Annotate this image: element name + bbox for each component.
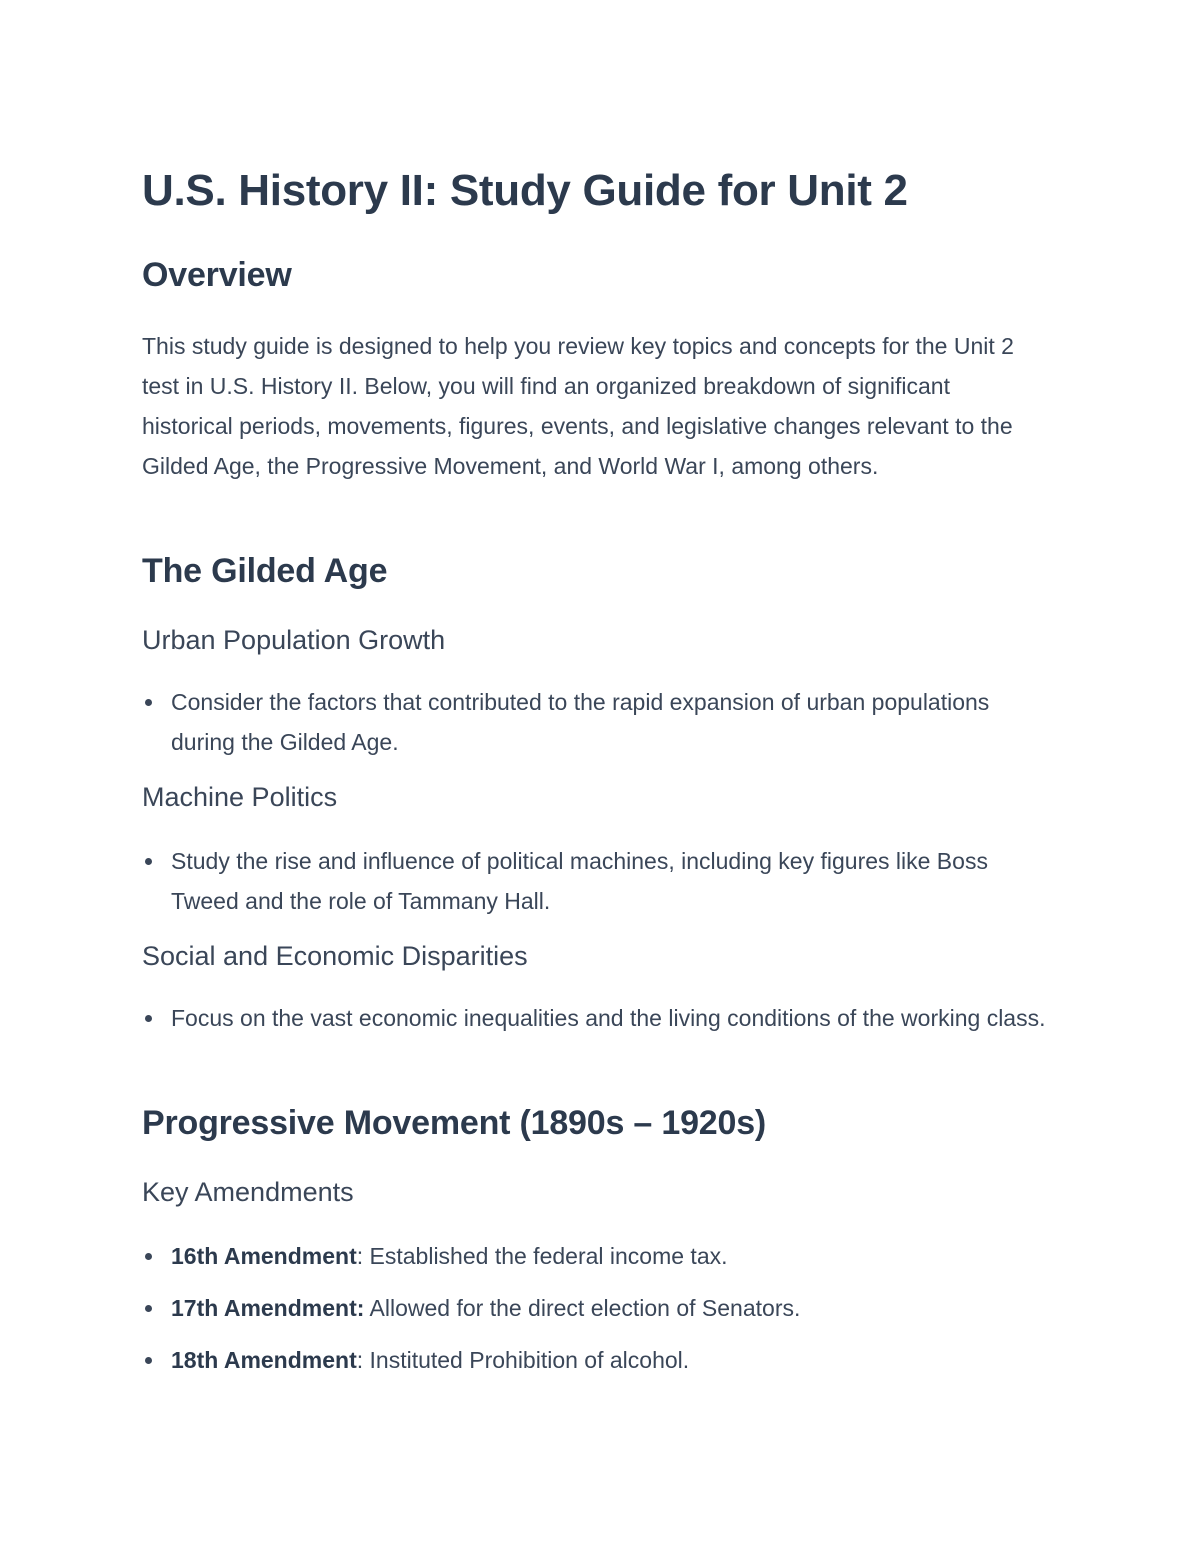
disparities-list (142, 998, 1052, 1038)
list-item (142, 1288, 1052, 1328)
list-item (142, 1340, 1052, 1380)
machine-politics-list (142, 841, 1052, 921)
urban-population-heading: Urban Population Growth (142, 625, 446, 655)
list-item (142, 1236, 1052, 1276)
disparities-heading: Social and Economic Disparities (142, 941, 528, 971)
bullet-dot-icon (145, 1253, 152, 1260)
amendments-list (142, 1236, 1052, 1392)
amendment-term: 18th Amendment (171, 1347, 357, 1373)
overview-paragraph: This study guide is designed to help you review key topics and concepts for the Unit 2 test in U.S. History II. Below, you will find an organized breakdown of significant historical periods, movements, figures, events, and legislative changes relevant to the Gilded Age, the Progressive Movement, and World War I, among others. (142, 333, 1014, 479)
list-item (142, 682, 1052, 762)
machine-politics-heading: Machine Politics (142, 782, 338, 812)
bullet-dot-icon (145, 1305, 152, 1312)
bullet-dot-icon (145, 1357, 152, 1364)
bullet-text: Focus on the vast economic inequalities and the living conditions of the working class. (171, 1005, 1046, 1031)
page-title: U.S. History II: Study Guide for Unit 2 (142, 166, 908, 215)
amendment-separator: : (356, 1347, 364, 1373)
bullet-dot-icon (145, 699, 152, 706)
bullet-text: Study the rise and influence of political machines, including key figures like Boss Tweed and the role of Tammany Hall. (171, 848, 988, 914)
amendment-text: Allowed for the direct election of Senators. (364, 1295, 801, 1321)
overview-heading: Overview (142, 256, 292, 294)
amendment-text: Instituted Prohibition of alcohol. (363, 1347, 690, 1373)
amendment-term: 17th Amendment (171, 1295, 357, 1321)
amendment-text: Established the federal income tax. (363, 1243, 728, 1269)
urban-population-list (142, 682, 1052, 762)
amendment-separator: : (356, 1295, 365, 1321)
key-amendments-heading: Key Amendments (142, 1177, 354, 1207)
bullet-text: Consider the factors that contributed to the rapid expansion of urban populations during the Gilded Age. (171, 689, 990, 755)
amendment-term: 16th Amendment (171, 1243, 357, 1269)
amendment-separator: : (356, 1243, 364, 1269)
list-item (142, 841, 1052, 921)
bullet-dot-icon (145, 858, 152, 865)
progressive-heading: Progressive Movement (1890s – 1920s) (142, 1104, 767, 1142)
list-item (142, 998, 1052, 1038)
gilded-age-heading: The Gilded Age (142, 552, 388, 590)
bullet-dot-icon (145, 1015, 152, 1022)
